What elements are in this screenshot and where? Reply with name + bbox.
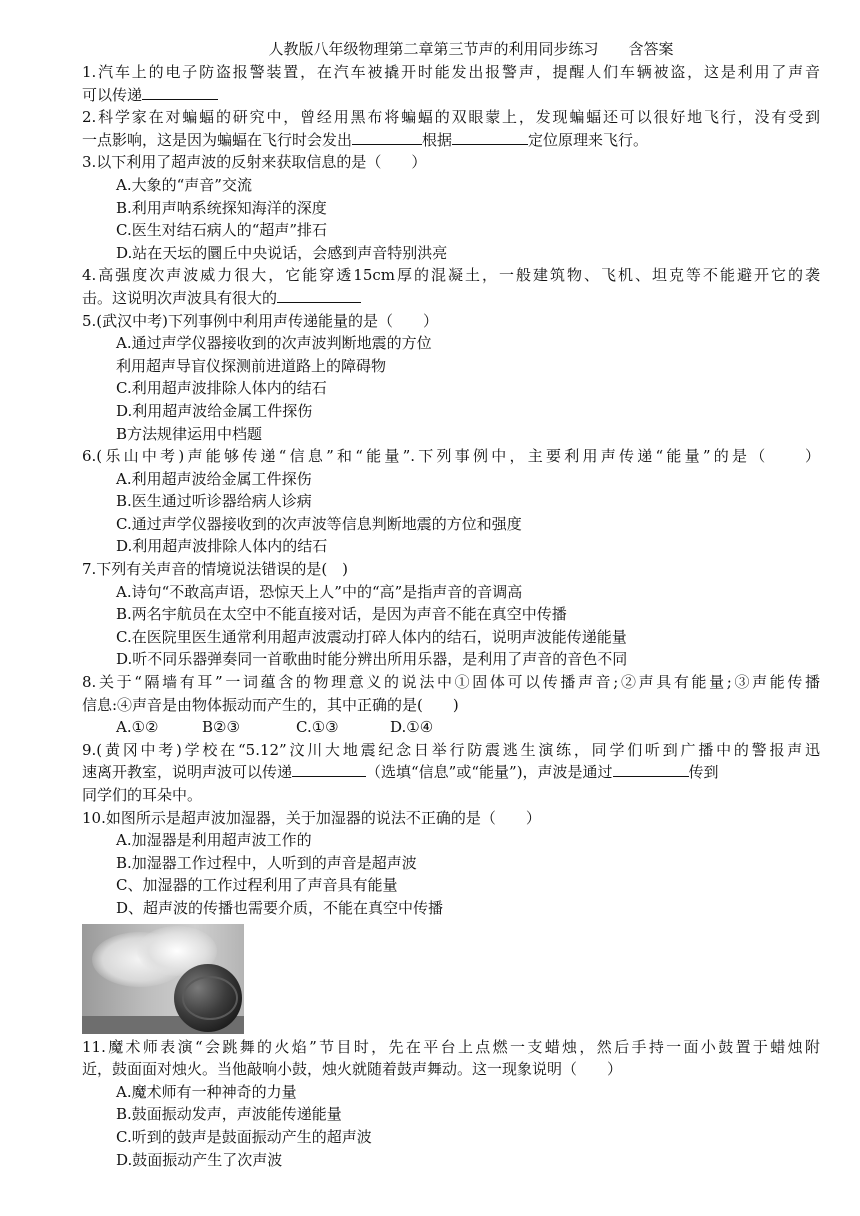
q6-option-d: D.利用超声波排除人体内的结石 bbox=[116, 537, 328, 556]
q2-blank-1 bbox=[352, 130, 422, 145]
q4-text: 击。这说明次声波具有很大的 bbox=[82, 288, 278, 307]
humidifier-photo bbox=[82, 924, 244, 1034]
q9-text-b: （选填“信息”或“能量”)，声波是通过 bbox=[366, 763, 613, 782]
q7-option-d: D.听不同乐器弹奏同一首歌曲时能分辨出所用乐器，是利用了声音的音色不同 bbox=[116, 650, 628, 669]
q8-option-c: C.①③ bbox=[296, 718, 339, 737]
q10-option-d: D、超声波的传播也需要介质，不能在真空中传播 bbox=[116, 898, 444, 917]
q3-option-d: D.站在天坛的圜丘中央说话，会感到声音特别洪亮 bbox=[116, 243, 448, 262]
q8-line2: 信息:④声音是由物体振动而产生的，其中正确的是( ) bbox=[82, 695, 459, 714]
q8-options bbox=[82, 716, 820, 739]
q7-stem: 7.下列有关声音的情境说法错误的是( ) bbox=[82, 560, 349, 579]
q8-option-a: A.①② bbox=[116, 718, 159, 737]
q2-line2 bbox=[82, 129, 820, 152]
q1-text: 可以传递 bbox=[82, 85, 143, 104]
q4-line2 bbox=[82, 287, 820, 310]
q11-line1: 11.魔术师表演“会跳舞的火焰”节目时，先在平台上点燃一支蜡烛，然后手持一面小鼓置于蜡烛附 bbox=[82, 1037, 820, 1056]
q9-line3: 同学们的耳朵中。 bbox=[82, 786, 203, 804]
q7-option-a: A.诗句“不敢高声语，恐惊天上人”中的“高”是指声音的音调高 bbox=[116, 582, 523, 601]
q5-stem: 5.(武汉中考)下列事例中利用声传递能量的是（ ） bbox=[82, 311, 439, 330]
humidifier-ring bbox=[182, 976, 238, 1020]
q2-blank-2 bbox=[452, 130, 528, 145]
q4-blank bbox=[277, 288, 361, 303]
q5-section-note: B方法规律运用中档题 bbox=[116, 424, 263, 443]
q9-line2 bbox=[82, 761, 820, 784]
q8-option-b: B②③ bbox=[202, 718, 240, 737]
q3-option-a: A.大象的“声音”交流 bbox=[116, 175, 252, 194]
q5-option-a: A.通过声学仪器接收到的次声波判断地震的方位 bbox=[116, 334, 432, 353]
q8-option-d: D.①④ bbox=[390, 718, 434, 737]
q5-option-b: 利用超声导盲仪探测前进道路上的障碍物 bbox=[116, 356, 387, 375]
q9-text-a: 速离开教室，说明声波可以传递 bbox=[82, 763, 293, 782]
page-title: 人教版八年级物理第二章第三节声的利用同步练习 含答案 bbox=[268, 40, 674, 58]
q8-line1: 8.关于“隔墙有耳”一词蕴含的物理意义的说法中①固体可以传播声音;②声具有能量;③声能传播 bbox=[82, 673, 820, 692]
q9-blank-2 bbox=[613, 762, 689, 777]
q3-stem: 3.以下利用了超声波的反射来获取信息的是（ ） bbox=[82, 153, 427, 172]
q6-option-b: B.医生通过听诊器给病人诊病 bbox=[116, 492, 312, 511]
q10-option-b: B.加湿器工作过程中，人听到的声音是超声波 bbox=[116, 853, 417, 872]
q2-text-a: 一点影响，这是因为蝙蝠在飞行时会发出 bbox=[82, 130, 353, 149]
q3-option-c: C.医生对结石病人的“超声”排石 bbox=[116, 221, 328, 240]
q11-option-d: D.鼓面振动产生了次声波 bbox=[116, 1150, 283, 1169]
q9-blank-1 bbox=[292, 762, 366, 777]
q2-text-c: 定位原理来飞行。 bbox=[528, 130, 649, 149]
q6-option-c: C.通过声学仪器接收到的次声波等信息判断地震的方位和强度 bbox=[116, 514, 522, 533]
q11-line2: 近，鼓面面对烛火。当他敲响小鼓，烛火就随着鼓声舞动。这一现象说明（ ） bbox=[82, 1060, 623, 1079]
q7-option-b: B.两名宇航员在太空中不能直接对话，是因为声音不能在真空中传播 bbox=[116, 605, 567, 624]
q9-line1: 9.(黄冈中考)学校在“5.12”汶川大地震纪念日举行防震逃生演练，同学们听到广播中的警报声迅 bbox=[82, 740, 820, 759]
q3-option-b: B.利用声呐系统探知海洋的深度 bbox=[116, 198, 327, 217]
q2-line1: 2.科学家在对蝙蝠的研究中，曾经用黑布将蝙蝠的双眼蒙上，发现蝙蝠还可以很好地飞行，没有受到 bbox=[82, 108, 820, 127]
q9-text-c: 传到 bbox=[688, 763, 719, 782]
q11-option-b: B.鼓面振动发声，声波能传递能量 bbox=[116, 1105, 342, 1124]
q10-stem: 10.如图所示是超声波加湿器，关于加湿器的说法不正确的是（ ） bbox=[82, 808, 541, 827]
q10-option-c: C、加湿器的工作过程利用了声音具有能量 bbox=[116, 876, 398, 895]
q6-option-a: A.利用超声波给金属工件探伤 bbox=[116, 469, 312, 488]
q1-line2 bbox=[82, 84, 820, 107]
q2-text-b: 根据 bbox=[422, 130, 453, 149]
q5-option-c: C.利用超声波排除人体内的结石 bbox=[116, 379, 327, 398]
q11-option-c: C.听到的鼓声是鼓面振动产生的超声波 bbox=[116, 1127, 372, 1146]
q11-option-a: A.魔术师有一种神奇的力量 bbox=[116, 1082, 297, 1101]
q6-stem: 6.(乐山中考)声能够传递“信息”和“能量”.下列事例中，主要利用声传递“能量”的是（ ） bbox=[82, 447, 820, 466]
q10-option-a: A.加湿器是利用超声波工作的 bbox=[116, 831, 312, 850]
q1-blank bbox=[142, 85, 218, 100]
q1-line1: 1.汽车上的电子防盗报警装置，在汽车被撬开时能发出报警声，提醒人们车辆被盗，这是利用了声音 bbox=[82, 63, 820, 81]
q7-option-c: C.在医院里医生通常利用超声波震动打碎人体内的结石，说明声波能传递能量 bbox=[116, 627, 627, 646]
q4-line1: 4.高强度次声波威力很大，它能穿透15cm厚的混凝土，一般建筑物、飞机、坦克等不能避开它的袭 bbox=[82, 266, 820, 285]
q5-option-d: D.利用超声波给金属工件探伤 bbox=[116, 401, 313, 420]
